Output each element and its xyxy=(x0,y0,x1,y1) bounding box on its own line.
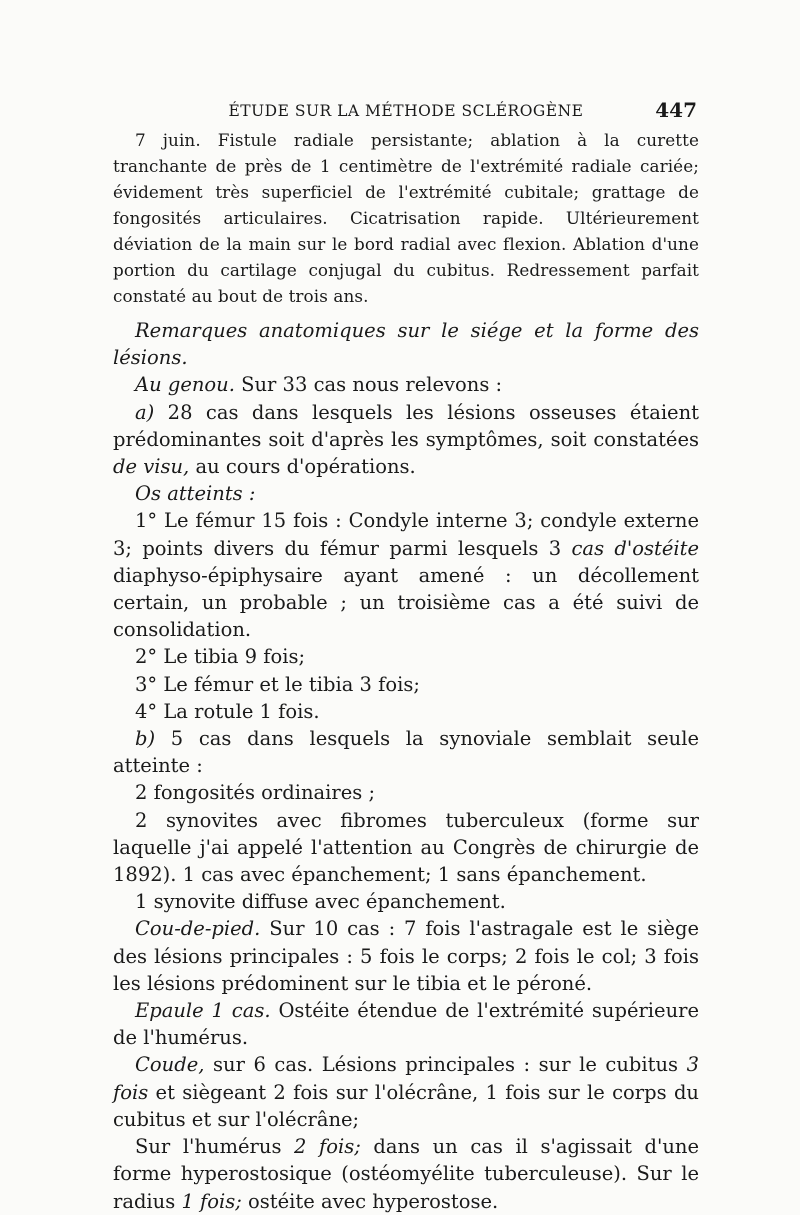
knee-label: Au genou. xyxy=(135,373,235,397)
item-a-text: 28 cas dans lesquels les lésions osseuses étaient prédominantes soit d'après les symptômes, soit constatées xyxy=(113,400,699,451)
humerus-text-mid: dans un cas il s'agissait d'une forme hyperostosique (ostéomyélite tuberculeuse). Sur le radius xyxy=(113,1135,699,1213)
item-a-paragraph xyxy=(113,399,699,481)
femur-paragraph xyxy=(113,507,699,643)
fungosities-line xyxy=(113,779,699,806)
shoulder-text: Ostéite étendue de l'extrémité supérieure de l'humérus. xyxy=(113,999,700,1050)
fungosities-text: 2 fongosités ordinaires ; xyxy=(135,781,376,805)
patella-text: 4° La rotule 1 fois. xyxy=(135,699,320,723)
femur-text: 1° Le fémur 15 fois : Condyle interne 3; condyle externe 3; points divers du fémur parmi lesquels 3 xyxy=(113,509,699,560)
shoulder-paragraph xyxy=(113,997,699,1051)
tibia-text: 2° Le tibia 9 fois; xyxy=(135,645,306,669)
item-a-label: a) xyxy=(135,400,155,424)
case-note-text: 7 juin. Fistule radiale persistante; ablation à la curette tranchante de près de 1 centimètre de l'extrémité radiale cariée; évidement très superficiel de l'extrémité cubitale; grattage de fongosités articulaires. Cicatrisation rapide. Ultérieurement déviation de la main sur le bord radial avec flexion. Ablation d'une portion du cartilage conjugal du cubitus. Redressement parfait constaté au bout de trois ans. xyxy=(113,130,699,306)
item-b-label: b) xyxy=(135,727,156,751)
ankle-text: Sur 10 cas : 7 fois l'astragale est le siège des lésions principales : 5 fois le corps; 2 fois le col; 3 fois les lésions prédominent sur le tibia et le péroné. xyxy=(113,917,699,995)
case-note-paragraph xyxy=(113,127,699,309)
radius-italic: 1 fois; xyxy=(181,1189,242,1213)
diffuse-synovite-line xyxy=(113,888,699,915)
femur-text-end: diaphyso-épiphysaire ayant amené : un décollement certain, un probable ; un troisième cas a été suivi de consolidation. xyxy=(113,563,699,642)
diffuse-synovite-text: 1 synovite diffuse avec épanchement. xyxy=(135,890,506,914)
page-number: 447 xyxy=(655,98,697,122)
shoulder-label: Epaule 1 cas. xyxy=(135,999,271,1023)
tibia-line xyxy=(113,643,699,670)
knee-paragraph xyxy=(113,371,699,398)
humerus-paragraph xyxy=(113,1133,699,1215)
item-a-text-end: au cours d'opérations. xyxy=(189,455,416,479)
item-b-text: 5 cas dans lesquels la synoviale semblait seule atteinte : xyxy=(113,727,699,778)
spacer xyxy=(113,309,699,317)
femur-italic: cas d'ostéite xyxy=(571,536,699,560)
humerus-italic: 2 fois; xyxy=(294,1135,361,1159)
synovites-text: 2 synovites avec fibromes tuberculeux (forme sur laquelle j'ai appelé l'attention au Congrès de chirurgie de 1892). 1 cas avec épanchement; 1 sans épanchement. xyxy=(113,808,699,887)
item-a-italic: de visu, xyxy=(113,455,190,479)
patella-line xyxy=(113,698,699,725)
bones-heading xyxy=(113,480,699,507)
elbow-paragraph xyxy=(113,1051,699,1133)
elbow-italic: 3 fois xyxy=(113,1053,699,1104)
femur-tibia-line xyxy=(113,671,699,698)
section-heading-text: Remarques anatomiques sur le siége et la forme des lésions. xyxy=(113,319,699,370)
humerus-text-end: ostéite avec hyperostose. xyxy=(241,1189,499,1213)
knee-text: Sur 33 cas nous relevons : xyxy=(234,373,503,397)
femur-tibia-text: 3° Le fémur et le tibia 3 fois; xyxy=(135,672,420,696)
running-head: ÉTUDE SUR LA MÉTHODE SCLÉROGÈNE xyxy=(228,102,584,120)
elbow-text: sur 6 cas. Lésions principales : sur le cubitus xyxy=(204,1053,687,1077)
ankle-paragraph xyxy=(113,915,699,997)
elbow-text-end: et siègeant 2 fois sur l'olécrâne, 1 fois sur le corps du cubitus et sur l'olécrâne; xyxy=(113,1080,699,1131)
elbow-label: Coude, xyxy=(135,1053,205,1077)
item-b-paragraph xyxy=(113,725,699,779)
bones-heading-text: Os atteints : xyxy=(135,482,256,506)
section-heading xyxy=(113,317,699,371)
humerus-text: Sur l'humérus xyxy=(135,1135,295,1159)
synovites-paragraph xyxy=(113,807,699,889)
page-body xyxy=(113,127,699,1215)
page-header xyxy=(115,98,697,128)
ankle-label: Cou-de-pied. xyxy=(135,917,261,941)
